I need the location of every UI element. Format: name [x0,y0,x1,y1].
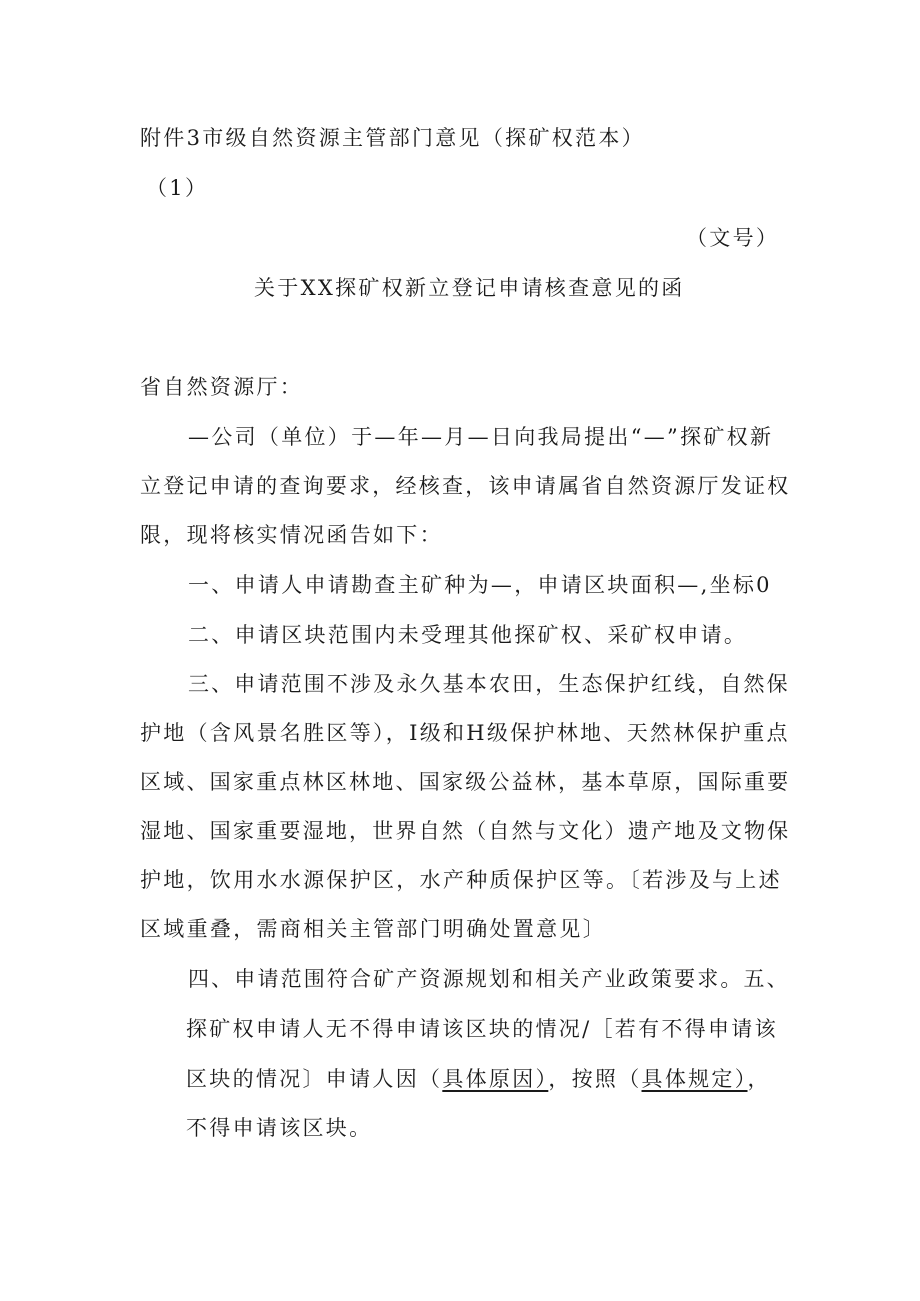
doc-number: （文号） [686,226,780,250]
sample-number: （1） [146,176,209,200]
item-5-line-3 [186,1064,771,1094]
item-3-line-5: 护地，饮用水水源保护区，水产种质保护区等。〔若涉及与上述 [140,868,782,892]
letter-title: 关于XX探矿权新立登记申请核查意见的函 [254,276,685,300]
intro-line-2: 立登记申请的查询要求，经核查，该申请属省自然资源厅发证权 [140,474,791,498]
item-3-line-3: 区域、国家重点林区林地、国家级公益林，基本草原，国际重要 [140,770,791,794]
item-1: 一、申请人申请勘查主矿种为—，申请区块面积—,坐标0 [188,573,772,597]
item-4-line-1: 四、申请范围符合矿产资源规划和相关产业政策要求。五、 [188,967,790,991]
item-3-line-6: 区域重叠，需商相关主管部门明确处置意见〕 [140,917,606,941]
item-3-line-1: 三、申请范围不涉及永久基本农田，生态保护红线，自然保 [188,672,790,696]
item-5-line-2: 探矿权申请人无不得申请该区块的情况/［若有不得申请该 [186,1017,778,1041]
specific-reason-placeholder: 具体原因） [442,1067,549,1091]
item-2: 二、申请区块范围内未受理其他探矿权、采矿权申请。 [188,623,748,647]
specific-rule-placeholder: 具体规定） [641,1067,748,1091]
intro-line-3: 限，现将核实情况函告如下： [140,523,443,547]
item-5-text-a: 区块的情况〕申请人因（ [186,1067,443,1091]
attachment-title: 附件3市级自然资源主管部门意见（探矿权范本） [140,126,645,150]
item-3-line-4: 湿地、国家重要湿地，世界自然（自然与文化）遗产地及文物保 [140,819,791,843]
intro-line-1: —公司（单位）于—年—月—日向我局提出“—”探矿权新 [188,425,774,449]
item-5-text-b: ，按照（ [548,1067,642,1091]
item-3-line-2: 护地（含风景名胜区等），I级和H级保护林地、天然林保护重点 [140,721,790,745]
item-5-line-4: 不得申请该区块。 [186,1116,373,1140]
item-5-text-c: ， [747,1067,771,1091]
addressee: 省自然资源厅： [140,375,304,399]
